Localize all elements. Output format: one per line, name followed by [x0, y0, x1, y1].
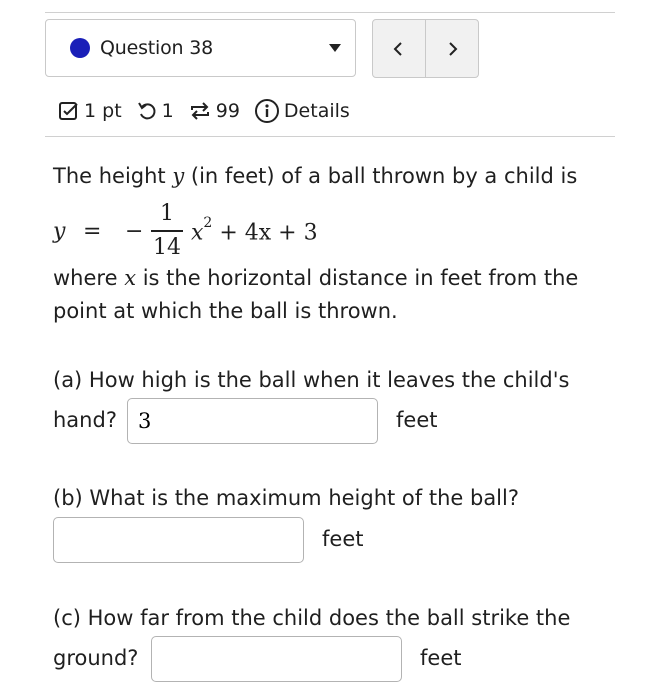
- part-b-question: (b) What is the maximum height of the ball?: [53, 486, 519, 510]
- points-value: 1 pt: [84, 100, 122, 122]
- dropdown-caret-icon: [329, 44, 341, 52]
- question-label: Question 38: [100, 37, 213, 59]
- retries-value: 1: [161, 100, 174, 122]
- question-meta: [58, 96, 350, 126]
- part-c-question: (c) How far from the child does the ball strike the: [53, 606, 571, 630]
- next-question-button[interactable]: [425, 20, 478, 77]
- variable-y: y: [172, 164, 185, 188]
- repeat-icon: [188, 100, 212, 122]
- problem-context: where x is the horizontal distance in feet from the point at which the ball is thrown.: [53, 266, 579, 323]
- chevron-right-icon: [445, 41, 459, 57]
- question-selector[interactable]: [45, 19, 356, 77]
- details-link[interactable]: [254, 98, 350, 124]
- part-a-answer-input[interactable]: [127, 398, 378, 444]
- part-c-answer-input[interactable]: [151, 636, 402, 682]
- part-c-unit: feet: [420, 646, 462, 670]
- part-a-label: hand?: [53, 408, 117, 432]
- checkbox-icon: [58, 100, 80, 122]
- part-a-question: (a) How high is the ball when it leaves the child's: [53, 368, 570, 392]
- fraction: 1 14: [153, 201, 181, 260]
- attempts-value: 99: [215, 100, 240, 122]
- status-dot: [70, 38, 90, 58]
- top-divider: [45, 12, 615, 13]
- retry-icon: [136, 100, 158, 122]
- variable-x: x: [124, 266, 137, 290]
- problem-statement: The height y (in feet) of a ball thrown by a child is: [53, 164, 578, 188]
- part-a-unit: feet: [396, 408, 438, 432]
- question-nav: [372, 19, 479, 78]
- info-icon: [254, 98, 280, 124]
- chevron-left-icon: [392, 41, 406, 57]
- meta-divider: [45, 136, 615, 137]
- part-b-answer-input[interactable]: [53, 517, 304, 563]
- details-label: Details: [283, 100, 350, 122]
- prev-question-button[interactable]: [373, 20, 425, 77]
- part-b-unit: feet: [322, 527, 364, 551]
- part-c-label: ground?: [53, 646, 139, 670]
